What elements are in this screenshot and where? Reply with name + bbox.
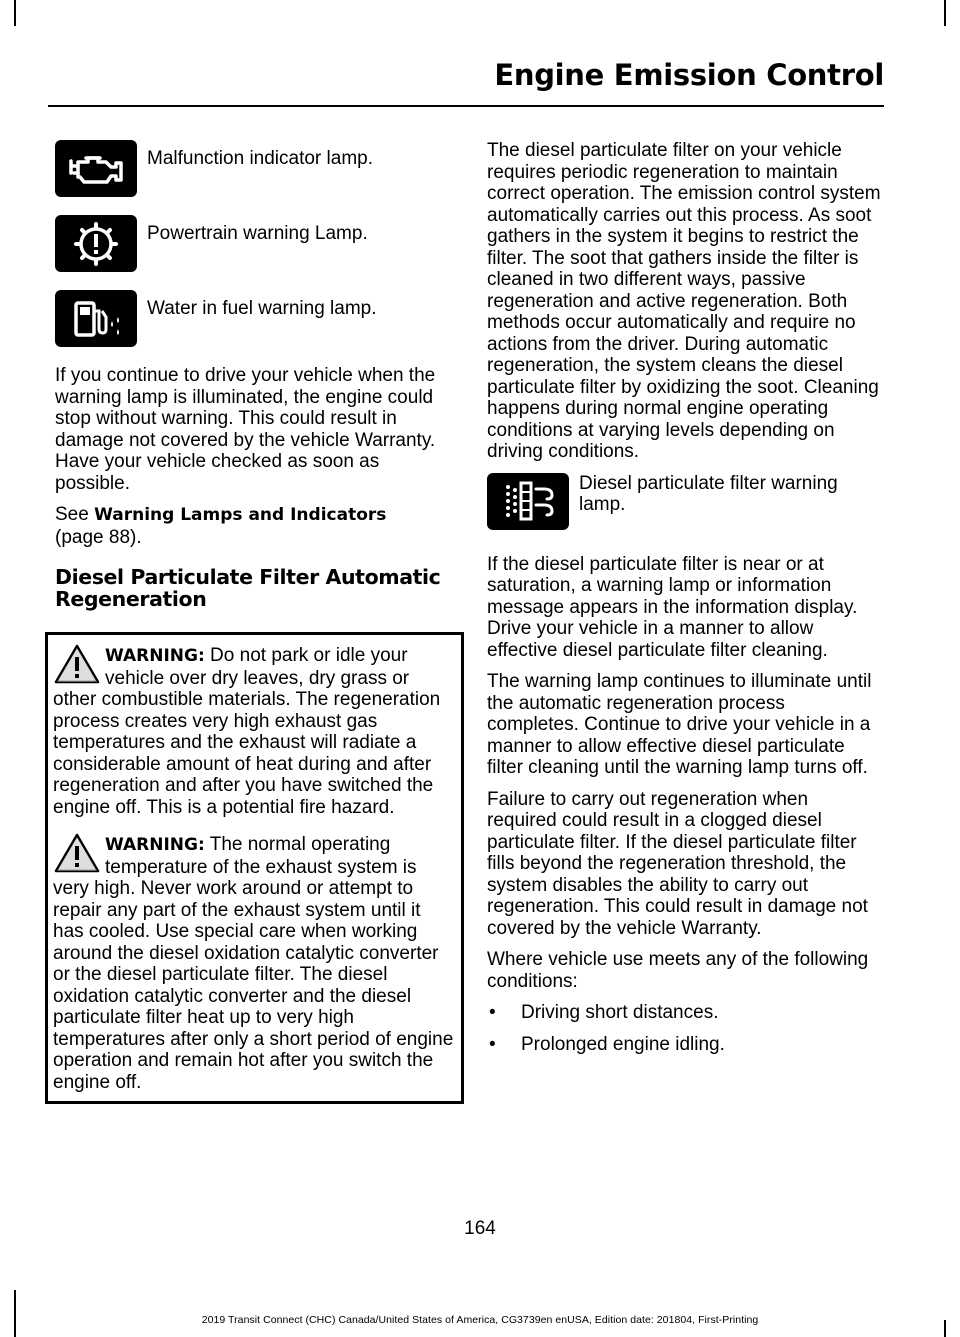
engine-icon <box>55 140 137 197</box>
page-number: 164 <box>464 1218 496 1239</box>
gear-exclamation-icon <box>55 215 137 272</box>
particulate-filter-icon <box>487 473 569 530</box>
lamp-row-powertrain <box>55 215 449 272</box>
right-column <box>487 140 881 1065</box>
dpf-intro-paragraph: The diesel particulate filter on your vehicle requires periodic regeneration to maintain correct operation. The emission control system automatically carries out this process. As soot gathers in the system it begins to restrict the filter. The soot that gathers inside the filter is cleaned in two different ways, passive regeneration and active regeneration. Both methods occur automatically and require no actions from the driver. During automatic regeneration, the system cleans the diesel particulate filter by oxidizing the soot. Cleaning happens during normal engine operating conditions at varying levels depending on driving conditions. <box>487 140 881 462</box>
list-item: • Prolonged engine idling. <box>487 1034 881 1056</box>
page-reference: (page 88). <box>55 526 142 548</box>
list-item: • Driving short distances. <box>487 1002 881 1024</box>
warning-block <box>53 834 455 1093</box>
lamp-row-water-in-fuel <box>55 290 449 347</box>
warning-triangle-icon <box>53 832 101 874</box>
see-prefix: See <box>55 504 95 525</box>
cross-reference-link[interactable]: Warning Lamps and Indicators <box>94 505 387 525</box>
crop-mark <box>14 0 16 26</box>
warning-paragraph: If you continue to drive your vehicle when the warning lamp is illuminated, the engine could stop without warning. This could result in damage not covered by the vehicle Warranty. Have your vehicle checked as soon as possible. <box>55 365 436 494</box>
header-rule <box>48 105 884 107</box>
crop-mark <box>944 0 946 26</box>
lamp-row-malfunction <box>55 140 449 197</box>
warning-label: WARNING: <box>105 646 205 666</box>
conditions-paragraph: Where vehicle use meets any of the following conditions: <box>487 949 869 992</box>
warning-block <box>53 645 455 818</box>
fuel-pump-water-icon <box>55 290 137 347</box>
section-heading: Diesel Particulate Filter Automatic Regeneration <box>55 565 441 611</box>
illuminate-paragraph: The warning lamp continues to illuminate until the automatic regeneration process completes. Continue to drive your vehicle in a manner to allow effective diesel particulate filter cleaning until the warning lamp turns off. <box>487 671 872 778</box>
warning-triangle-icon <box>53 643 101 685</box>
warning-box <box>45 632 464 1104</box>
lamp-label: Diesel particulate filter warning lamp. <box>579 472 838 515</box>
lamp-label: Water in fuel warning lamp. <box>147 298 377 319</box>
warning-label: WARNING: <box>105 835 205 855</box>
footer-text: 2019 Transit Connect (CHC) Canada/United States of America, CG3739en enUSA, Edition date: 201804, First-Printing <box>201 1314 759 1326</box>
failure-paragraph: Failure to carry out regeneration when required could result in a clogged diesel particulate filter. If the diesel particulate filter fills beyond the regeneration threshold, the system disables the ability to carry out regeneration. This could result in damage not covered by the vehicle Warranty. <box>487 788 868 939</box>
page-title: Engine Emission Control <box>494 58 884 92</box>
lamp-label: Powertrain warning Lamp. <box>147 223 368 244</box>
lamp-label: Malfunction indicator lamp. <box>147 148 373 169</box>
conditions-list <box>487 1002 881 1055</box>
warning-text: Do not park or idle your vehicle over dry leaves, dry grass or other combustible materials. The regeneration process creates very high exhaust gas temperatures and the exhaust will radiate a considerable amount of heat during and after regeneration and after you have switched the engine off. This is a potential fire hazard. <box>53 645 441 818</box>
left-column <box>53 140 454 1104</box>
warning-text: The normal operating temperature of the exhaust system is very high. Never work around or attempt to repair any part of the exhaust system until it has cooled. Use special care when working around the diesel oxidation catalytic converter or the diesel particulate filter. The diesel oxidation catalytic converter and the diesel particulate filter heat up to very high temperatures after only a short period of engine operation and remain hot after you switch the engine off. <box>53 834 454 1093</box>
see-reference <box>55 504 449 548</box>
lamp-row-dpf <box>487 473 881 530</box>
saturation-paragraph: If the diesel particulate filter is near or at saturation, a warning lamp or information message appears in the information display. Drive your vehicle in a manner to allow effective diesel particulate filter cleaning. <box>487 553 858 661</box>
